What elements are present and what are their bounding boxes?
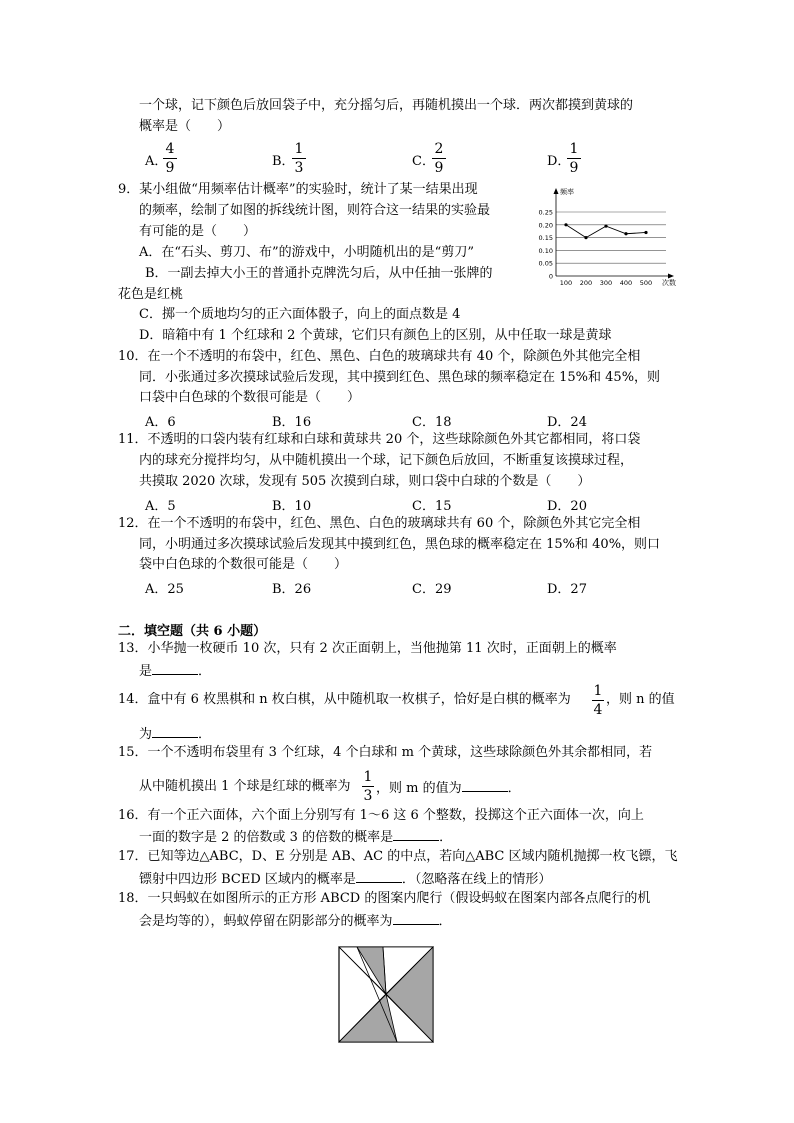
q9-option-a: A．在“石头、剪刀、布”的游戏中，小明随机出的是“剪刀” [139, 245, 474, 260]
y-tick-label: 0 [548, 272, 553, 281]
q14-line2-end: ． [198, 727, 212, 742]
x-tick-label: 400 [619, 279, 633, 287]
q18-line2 [139, 912, 452, 930]
fraction-numerator: 2 [434, 141, 444, 157]
q15-line2-end: ． [507, 781, 521, 796]
q8-option-c-fraction [432, 141, 446, 176]
q11-option-a: A．5 [145, 499, 176, 514]
data-point [604, 224, 607, 227]
q14-line1b: ，则 n 的值 [606, 692, 675, 707]
data-point [564, 223, 567, 226]
q15-line1: 15．一个不透明布袋里有 3 个红球，4 个白球和 m 个黄球，这些球除颜色外其余都相同，若 [118, 745, 653, 760]
q16-line2-text: 一面的数字是 2 的倍数或 3 的倍数的概率是 [139, 830, 394, 845]
q18-line2-end: ． [438, 914, 452, 929]
fraction-numerator: 1 [363, 769, 373, 785]
square-abcd-figure [337, 945, 435, 1044]
x-tick-label: 500 [639, 279, 653, 287]
q17-line2-end: ．（忽略落在线上的情形） [401, 872, 552, 887]
fraction-denominator: 9 [165, 160, 175, 176]
q12-option-c: C．29 [412, 582, 452, 597]
fraction-denominator: 3 [294, 160, 304, 176]
q10-line3: 口袋中白色球的个数很可能是（ ） [139, 390, 361, 405]
q12-option-a: A．25 [145, 582, 184, 597]
fraction-denominator: 4 [593, 702, 603, 718]
q15-fraction [362, 769, 374, 804]
fraction-numerator: 1 [593, 683, 603, 699]
q11-line2: 内的球充分搅拌均匀，从中随机摸出一个球，记下颜色后放回，不断重复该摸球过程， [139, 453, 634, 468]
data-point [624, 232, 627, 235]
q14-line2-text: 为 [139, 727, 153, 742]
answer-blank[interactable] [152, 725, 198, 738]
q17-line2 [139, 870, 551, 888]
q15-line2b [376, 779, 521, 797]
q8-option-d-fraction [567, 141, 581, 176]
frequency-line-chart [526, 182, 676, 292]
q8-option-a-letter: A． [145, 154, 168, 169]
answer-blank[interactable] [462, 779, 508, 792]
q16-line2 [139, 828, 452, 846]
answer-blank[interactable] [356, 870, 402, 883]
q12-option-d: D．27 [547, 582, 587, 597]
q8-line1: 一个球，记下颜色后放回袋子中，充分摇匀后，再随机摸出一个球．两次都摸到黄球的 [139, 98, 634, 113]
q11-option-d: D．20 [547, 499, 587, 514]
data-point [644, 231, 647, 234]
chart-axes [554, 188, 675, 279]
answer-blank[interactable] [152, 662, 198, 675]
data-point [584, 236, 587, 239]
chart-grid [556, 212, 666, 263]
fraction-denominator: 9 [569, 160, 579, 176]
x-tick-label: 100 [559, 279, 573, 287]
q10-line1: 10．在一个不透明的布袋中，红色、黑色、白色的玻璃球共有 40 个，除颜色外其他完全相 [118, 349, 641, 364]
q8-line2: 概率是（ ） [139, 119, 231, 134]
q10-option-d: D．24 [547, 415, 587, 430]
chart-series [564, 223, 647, 239]
x-axis-label: 次数 [662, 279, 676, 287]
q11-line3: 共摸取 2020 次球，发现有 505 次摸到白球，则口袋中白球的个数是（ ） [139, 474, 591, 489]
q14-line2 [139, 725, 211, 743]
y-tick-label: 0.10 [538, 246, 553, 255]
q18-line2-text: 会是均等的），蚂蚁停留在阴影部分的概率为 [139, 914, 393, 929]
q15-line2b-text: ，则 m 的值为 [376, 781, 462, 796]
fraction-denominator: 3 [363, 788, 373, 804]
y-tick-label: 0.15 [538, 234, 553, 243]
q12-line3: 袋中白色球的个数很可能是（ ） [139, 557, 348, 572]
fraction-denominator: 9 [434, 160, 444, 176]
y-tick-label: 0.05 [538, 259, 553, 268]
q8-option-d-letter: D． [547, 154, 571, 169]
q9-line3: 有可能的是（ ） [139, 224, 257, 239]
fraction-numerator: 4 [165, 141, 175, 157]
q12-line2: 同，小明通过多次摸球试验后发现其中摸到红色，黑色球的概率稳定在 15%和 40%，则口 [139, 537, 661, 552]
q15-line2a: 从中随机摸出 1 个球是红球的概率为 [139, 779, 351, 794]
q10-option-c: C．18 [412, 415, 452, 430]
answer-blank[interactable] [393, 912, 439, 925]
y-tick-label: 0.20 [538, 221, 553, 230]
q9-line2: 的频率，绘制了如图的拆线统计图，则符合这一结果的实验最 [139, 203, 491, 218]
q9-option-c: C．掷一个质地均匀的正六面体骰子，向上的面点数是 4 [139, 307, 461, 322]
chart-labels [539, 187, 676, 287]
fraction-numerator: 1 [294, 141, 304, 157]
y-axis-arrow [554, 188, 559, 194]
q10-option-b: B．16 [272, 415, 312, 430]
q14-fraction [592, 683, 604, 718]
q13-line1: 13．小华抛一枚硬币 10 次，只有 2 次正面朝上，当他抛第 11 次时，正面朝上的概率 [118, 641, 617, 656]
q18-line1: 18．一只蚂蚁在如图所示的正方形 ABCD 的图案内爬行（假设蚂蚁在图案内部各点爬行的机 [118, 891, 651, 906]
q13-line2 [139, 662, 211, 680]
q17-line1: 17．已知等边△ABC，D、E 分别是 AB、AC 的中点，若向△ABC 区域内随机抛掷一枚飞镖，飞 [118, 849, 678, 864]
q13-line2-text: 是 [139, 664, 153, 679]
q14-line1a: 14．盒中有 6 枚黑棋和 n 枚白棋，从中随机取一枚棋子，恰好是白棋的概率为 [118, 692, 571, 707]
q8-option-a-fraction [163, 141, 177, 176]
q8-option-c-letter: C． [412, 154, 435, 169]
fraction-numerator: 1 [569, 141, 579, 157]
q16-line2-end: ． [439, 830, 453, 845]
q17-line2-text: 镖射中四边形 BCED 区域内的概率是 [139, 872, 356, 887]
y-axis-label: 频率 [560, 188, 574, 196]
q9-option-b-line2: 花色是红桃 [118, 287, 184, 302]
y-tick-label: 0.25 [538, 208, 553, 217]
answer-blank[interactable] [393, 828, 439, 841]
x-tick-label: 200 [579, 279, 593, 287]
q12-line1: 12．在一个不透明的布袋中，红色、黑色、白色的玻璃球共有 60 个，除颜色外其它完全相 [118, 516, 641, 531]
q9-option-d: D．暗箱中有 1 个红球和 2 个黄球，它们只有颜色上的区别，从中任取一球是黄球 [139, 328, 612, 343]
x-axis-arrow [668, 274, 674, 279]
q9-option-b-line1: B．一副去掉大小王的普通扑克牌洗匀后，从中任抽一张牌的 [145, 266, 493, 281]
q11-line1: 11．不透明的口袋内装有红球和白球和黄球共 20 个，这些球除颜色外其它都相同，将口袋 [118, 432, 641, 447]
q9-line1: 9．某小组做“用频率估计概率”的实验时，统计了某一结果出现 [118, 182, 478, 197]
q10-option-a: A．6 [145, 415, 176, 430]
q11-option-b: B．10 [272, 499, 312, 514]
q13-line2-end: ． [198, 664, 212, 679]
q10-line2: 同．小张通过多次摸球试验后发现，其中摸到红色、黑色球的频率稳定在 15%和 45%，则 [139, 370, 661, 385]
section-heading-fill-in: 二．填空题（共 6 小题） [118, 624, 267, 639]
q8-option-b-letter: B． [272, 154, 295, 169]
q16-line1: 16．有一个正六面体，六个面上分别写有 1～6 这 6 个整数，投掷这个正六面体一次，向上 [118, 808, 644, 823]
q12-option-b: B．26 [272, 582, 312, 597]
q11-option-c: C．15 [412, 499, 452, 514]
x-tick-label: 300 [599, 279, 613, 287]
q8-option-b-fraction [292, 141, 306, 176]
